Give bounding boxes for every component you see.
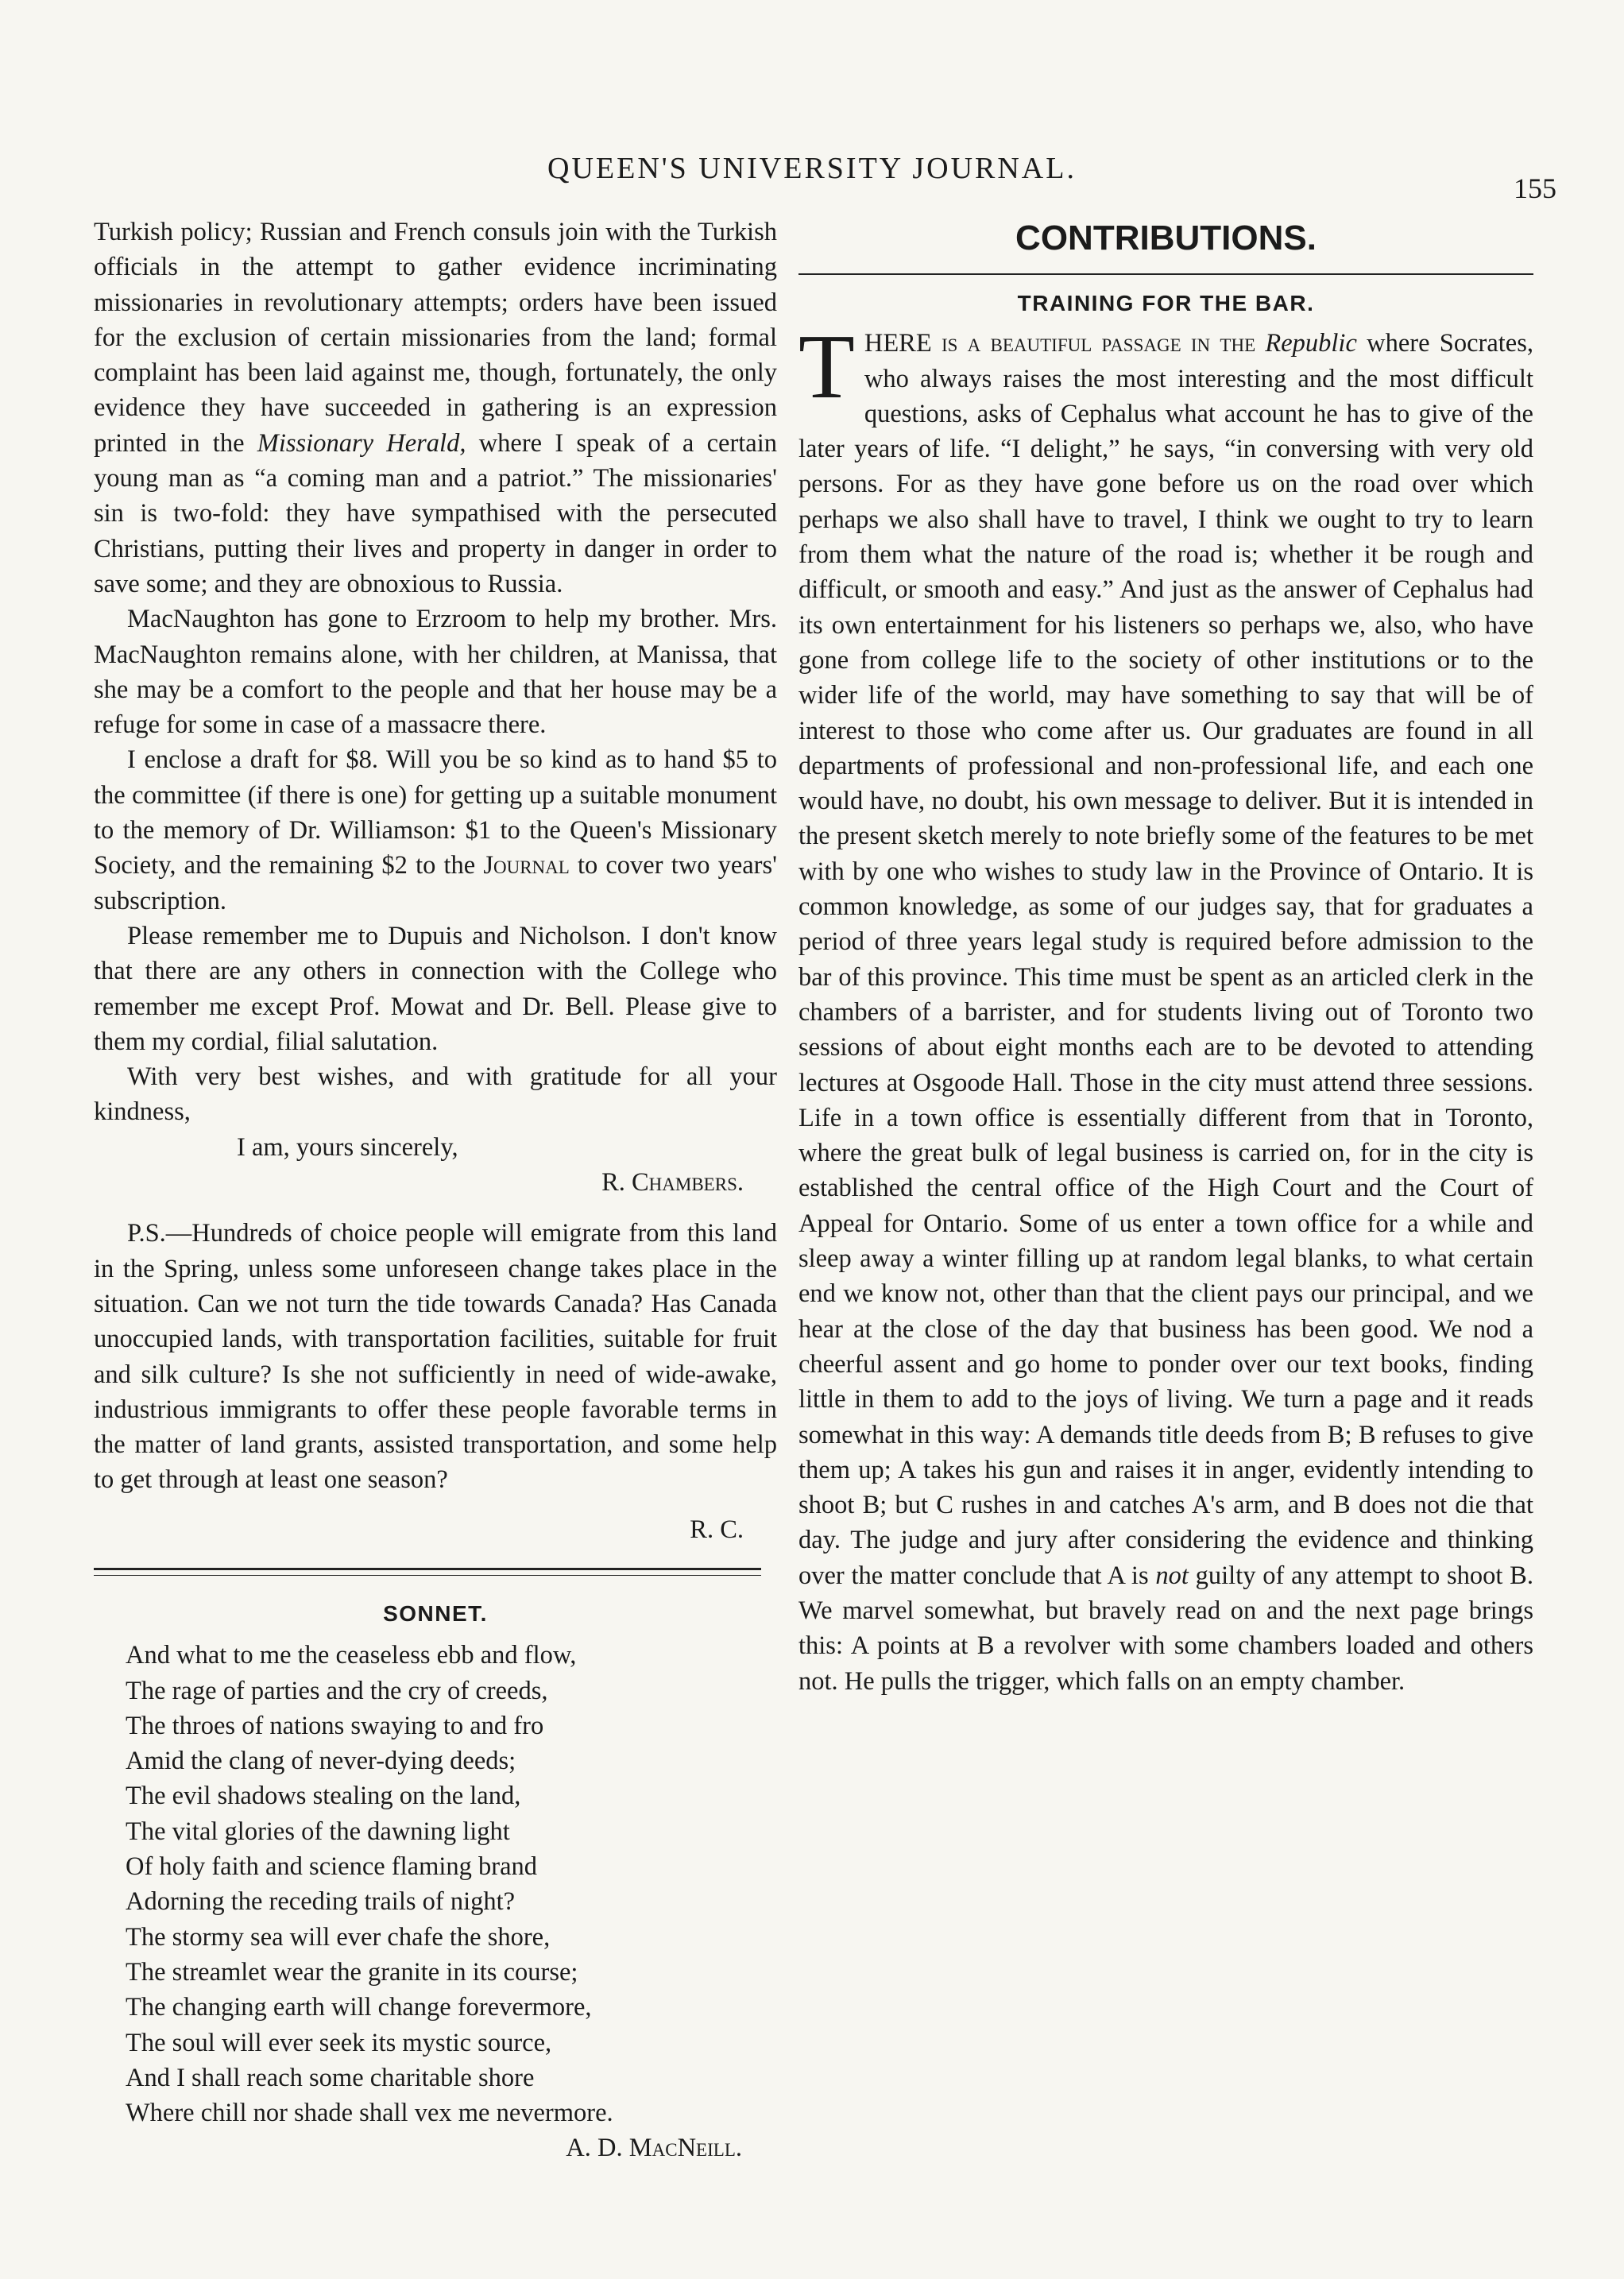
poem-line: And what to me the ceaseless ebb and flow, [126,1641,577,1670]
publication-title: Missionary Herald, [257,428,466,458]
poem-line: Adorning the receding trails of night? [126,1887,516,1917]
poem-line: Of holy faith and science flaming brand [126,1852,538,1882]
letter-paragraph [94,742,777,918]
postscript-initials: R. C. [690,1515,744,1544]
letter-text: Turkish policy; Russian and French consuls join with the Turkish officials in the attempt to gather evidence incriminating missionaries in revolutionary attempts; orders have been issued for the exclusion of certain missionaries from the land; formal complaint has been laid against me, though, fortunately, the only evidence they have succeeded in gathering is an expression printed in the [94,218,777,458]
poem-line: The soul will ever seek its mystic source, [126,2028,552,2057]
poem-line: The changing earth will change forevermore, [126,1993,592,2022]
poem-line: Amid the clang of never-dying deeds; [126,1747,516,1776]
poem-line: The streamlet wear the granite in its course; [126,1957,578,1987]
article-text: HERE is a beautiful passage in the [864,329,1266,358]
title-rule [798,273,1533,275]
letter-text: I enclose a draft for $8. Will you be so kind as to hand $5 to the committee (if there is one) for getting up a suitable monument to the memory of Dr. Williamson: $1 to the Queen's Missionary Society, and the remaining $2 to the [94,745,777,880]
poem-line: And I shall reach some charitable shore [126,2063,535,2092]
journal-name: Journal [483,851,570,880]
poem-line: The evil shadows stealing on the land, [126,1782,521,1811]
article-text: guilty of any attempt to shoot B. We marvel somewhat, but bravely read on and the next page brings this: A points at B a revolver with some chambers loaded and others not. He pulls the trigger, which falls on an empty chamber. [798,1561,1533,1696]
poem-line: The rage of parties and the cry of creeds, [126,1676,548,1705]
section-title: CONTRIBUTIONS. [1015,219,1317,257]
article-title: TRAINING FOR THE BAR. [1017,291,1315,315]
letter-closing: I am, yours sincerely, [237,1132,458,1162]
letter-paragraph: Please remember me to Dupuis and Nicholson. I don't know that there are any others in connection with the College who remember me except Prof. Mowat and Dr. Bell. Please give to them my cordial, filial salutation. [94,921,777,1056]
right-column [798,215,1533,1699]
poem-line: The throes of nations swaying to and fro [126,1711,544,1740]
letter-paragraph [94,215,777,602]
letter-text: to cover two years' subscription. [94,851,778,915]
letter-paragraph: With very best wishes, and with gratitude for all your kindness, [94,1062,777,1127]
letter-signature: R. Chambers. [601,1168,744,1198]
postscript: P.S.—Hundreds of choice people will emigrate from this land in the Spring, unless some unforeseen change takes place in the situation. Can we not turn the tide towards Canada? Has Canada unoccupied lands, with transportation facilities, suitable for fruit and silk culture? Is she not sufficiently in need of wide-awake, industrious immigrants to offer these people favorable terms in the matter of land grants, assisted transportation, and some help to get through at least one season? [94,1219,777,1495]
poem-line: The vital glories of the dawning light [126,1817,510,1846]
letter-text: where I speak of a certain young man as “a coming man and a patriot.” The missionaries' sin is two-fold: they have sympathised with the persecuted Christians, putting their lives and property in danger in order to save some; and they are obnoxious to Russia. [94,428,777,598]
poem-line: Where chill nor shade shall vex me nevermore. [126,2099,613,2128]
letter-paragraph: MacNaughton has gone to Erzroom to help my brother. Mrs. MacNaughton remains alone, with her children, at Manissa, that she may be a comfort to the people and that her house may be a refuge for some in case of a massacre there. [94,605,777,740]
running-title: QUEEN'S UNIVERSITY JOURNAL. [547,152,1077,185]
book-title: Republic [1265,329,1357,358]
emphasis: not [1155,1561,1189,1590]
section-divider [94,1568,761,1576]
article-text: where Socrates, who always raises the most interesting and the most difficult questions, asks of Cephalus what account he has to give of the later years of life. “I delight,” he says, “in conversing with very old persons. For as they have gone before us on the road over which perhaps we also shall have to travel, I think we ought to try to learn from them what the nature of the road is; whether it be rough and difficult, or smooth and easy.” And just as the answer of Cephalus had its own entertainment for his listeners so perhaps we, also, who have gone from college life to the society of other institutions or to the wider life of the world, may have something to say that will be of interest to those who come after us. Our graduates are found in all departments of professional and non-professional life, and each one would have, no doubt, his own message to deliver. But it is intended in the present sketch merely to note briefly some of the features to be met with by one who wishes to study law in the Province of Ontario. It is common knowledge, as some of our judges say, that for graduates a period of three years legal study is required before admission to the bar of this province. This time must be spent as an articled clerk in the chambers of a barrister, and for students living out of Toronto two sessions of about eight months each are to be devoted to attending lectures at Osgoode Hall. Those in the city must attend three sessions. Life in a town office is essentially different from that in Toronto, where the great bulk of legal business is carried on, for in the city is established the central office of the High Court and the Court of Appeal for Ontario. Some of us enter a town office for a while and sleep away a winter filling up at random legal blanks, to what certain end we know not, other than that the client pays our principal, and we hear at the close of the day that business has been good. We nod a cheerful assent and go home to ponder over our text books, finding little in them to add to the joys of living. We turn a page and it reads somewhat in this way: A demands title deeds from B; B refuses to give them up; A takes his gun and raises it in anger, evidently intending to shoot B; but C rushes in and catches A's arm, and B does not die that day. The judge and jury after considering the evidence and thinking over the matter conclude that A is [798,329,1533,1590]
poem-line: The stormy sea will ever chafe the shore, [126,1922,551,1952]
article-body [798,316,1533,1699]
drop-cap: T [798,316,855,419]
left-column [94,215,777,2166]
page-number: 155 [1514,172,1556,204]
sonnet [94,1638,777,2130]
poem-title: SONNET. [383,1600,488,1626]
poem-author: A. D. MacNeill. [566,2134,742,2163]
